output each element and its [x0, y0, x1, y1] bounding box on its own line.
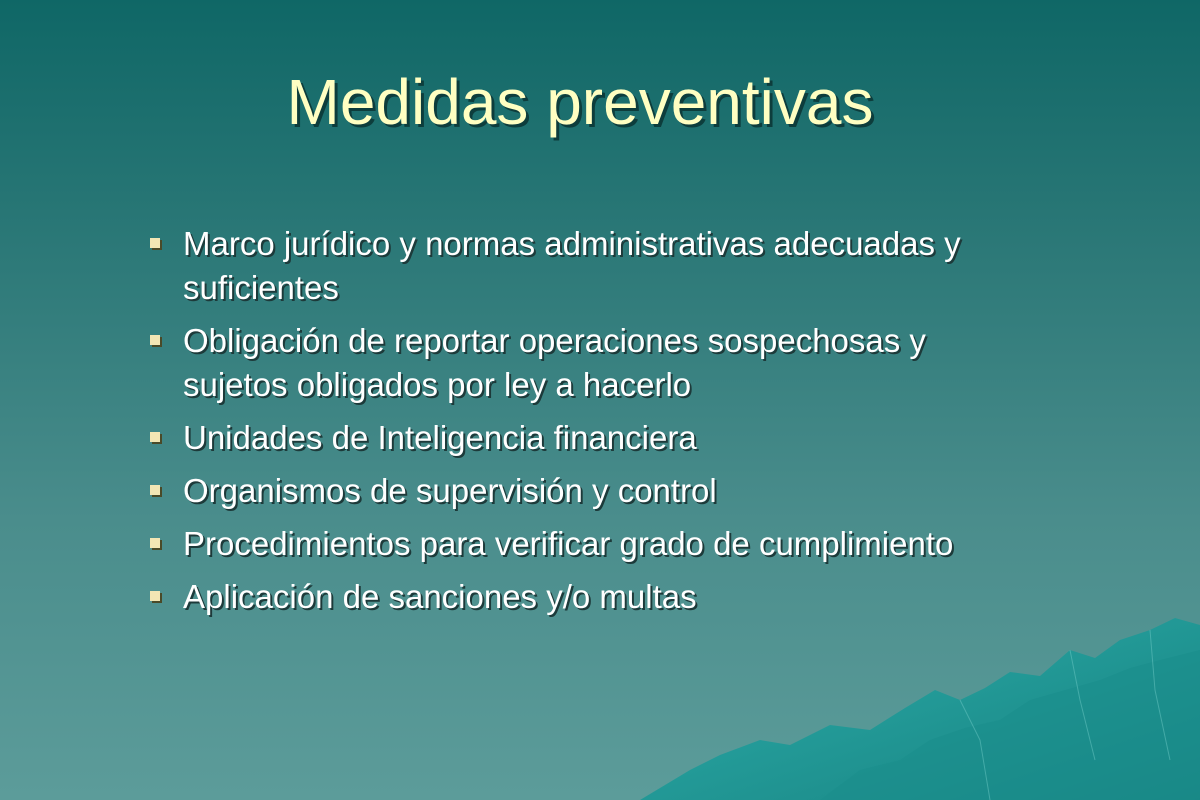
- bullet-text: Aplicación de sanciones y/o multas: [183, 578, 697, 615]
- bullet-text: Unidades de Inteligencia financiera: [183, 419, 697, 456]
- bullet-text: Marco jurídico y normas administrativas adecuadas y suficientes: [183, 225, 961, 306]
- square-bullet-icon: [150, 432, 160, 442]
- bullet-text: Organismos de supervisión y control: [183, 472, 717, 509]
- slide-title: Medidas preventivas: [286, 66, 874, 138]
- bullet-text: Procedimientos para verificar grado de cumplimiento: [183, 525, 954, 562]
- bullet-list: [146, 222, 986, 628]
- square-bullet-icon: [150, 591, 160, 601]
- bullet-item: [146, 222, 986, 310]
- bullet-item: [146, 575, 986, 619]
- bullet-item: [146, 319, 986, 407]
- bullet-item: [146, 469, 986, 513]
- square-bullet-icon: [150, 538, 160, 548]
- square-bullet-icon: [150, 485, 160, 495]
- square-bullet-icon: [150, 335, 160, 345]
- bullet-text: Obligación de reportar operaciones sospechosas y sujetos obligados por ley a hacerlo: [183, 322, 926, 403]
- square-bullet-icon: [150, 238, 160, 248]
- bullet-item: [146, 522, 986, 566]
- bullet-item: [146, 416, 986, 460]
